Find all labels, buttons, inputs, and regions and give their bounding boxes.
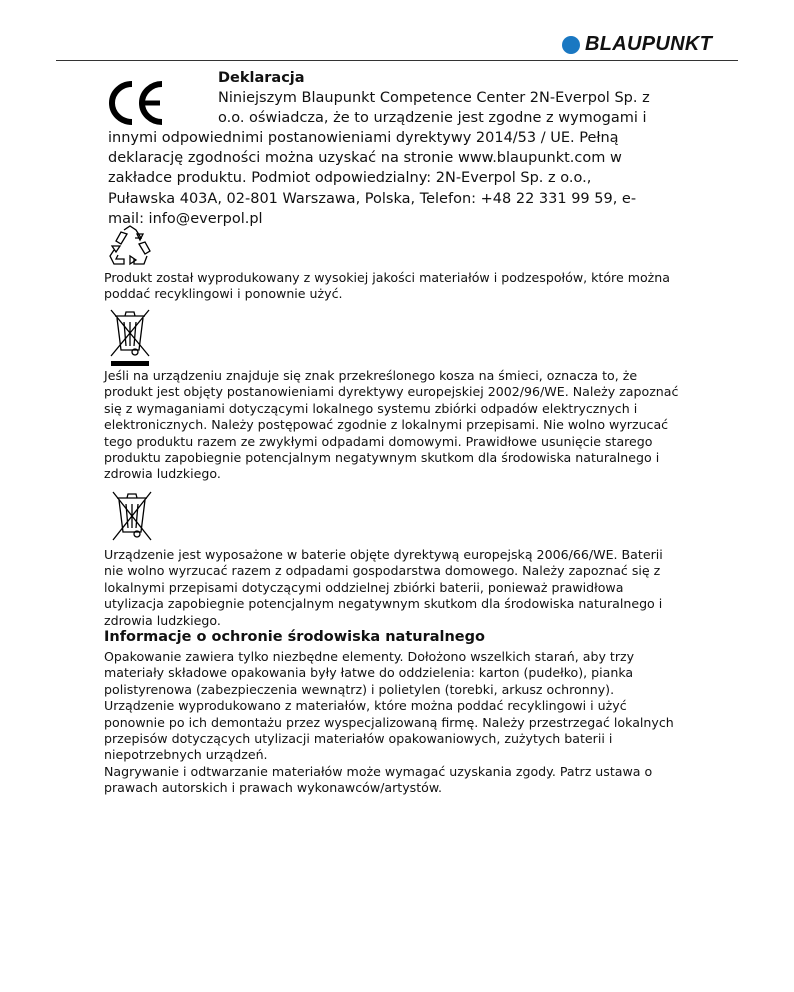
declaration-line-2: o.o. oświadcza, że to urządzenie jest zgodne z wymogami i <box>218 110 647 126</box>
logo-dot-icon <box>562 36 580 54</box>
crossed-battery-bin-icon <box>107 488 157 548</box>
recycle-icon <box>106 224 154 272</box>
declaration-body: innymi odpowiednimi postanowieniami dyrektywy 2014/53 / UE. Pełną deklarację zgodności można uzyskać na stronie www.blaupunkt.com w zakładce produktu. Podmiot odpowiedzialny: 2N-Everpol Sp. z o.o., Puławska 403A, 02-801 Warszawa, Polska, Telefon: +48 22 331 99 59, e-mail: info@everpol.pl <box>108 130 637 227</box>
brand-logo <box>562 33 712 56</box>
header-divider <box>56 60 738 61</box>
declaration-line-1: Niniejszym Blaupunkt Competence Center 2N-Everpol Sp. z <box>218 90 650 106</box>
ce-mark-icon <box>104 80 168 130</box>
brand-name: BLAUPUNKT <box>585 33 713 55</box>
recycling-text: Produkt został wyprodukowany z wysokiej jakości materiałów i podzespołów, które można poddać recyklingowi i ponownie użyć. <box>104 270 670 302</box>
environment-paragraph-2: Nagrywanie i odtwarzanie materiałów może wymagać uzyskania zgody. Patrz ustawa o prawach autorskich i prawach wykonawców/artystów. <box>104 763 653 796</box>
battery-text: Urządzenie jest wyposażone w baterie objęte dyrektywą europejską 2006/66/WE. Baterii nie wolno wyrzucać razem z odpadami gospodarstwa domowego. Należy zapoznać się z lokalnymi przepisami dotyczącymi oddzielnej zbiórki baterii, ponieważ prawidłowa utylizacja zapobiegnie potencjalnym negatywnym skutkom dla środowiska naturalnego i zdrowia ludzkiego. <box>104 547 663 628</box>
declaration-title: Deklaracja <box>218 70 305 86</box>
crossed-bin-icon <box>105 306 155 372</box>
weee-text: Jeśli na urządzeniu znajduje się znak przekreślonego kosza na śmieci, oznacza to, że produkt jest objęty postanowieniami dyrektywy europejskiej 2002/96/WE. Należy zapoznać się z wymaganiami dotyczącymi lokalnego systemu zbiórki odpadów elektrycznych i elektronicznych. Należy postępować zgodnie z lokalnymi przepisami. Nie wolno wyrzucać tego produktu razem ze zwykłymi odpadami domowymi. Prawidłowe usunięcie starego produktu zapobiegnie potencjalnym negatywnym skutkom dla środowiska naturalnego i zdrowia ludzkiego. <box>104 368 679 482</box>
environment-paragraph-1: Opakowanie zawiera tylko niezbędne elementy. Dołożono wszelkich starań, aby trzy materiały składowe opakowania były łatwe do oddzielenia: karton (pudełko), pianka polistyrenowa (zabezpieczenia wewnątrz) i polietylen (torebki, arkusz ochronny). Urządzenie wyprodukowano z materiałów, które można poddać recyklingowi i użyć ponownie po ich demontażu przez wyspecjalizowaną firmę. Należy przestrzegać lokalnych przepisów dotyczących utylizacji materiałów opakowaniowych, zużytych baterii i niepotrzebnych urządzeń. <box>104 649 674 763</box>
environment-title: Informacje o ochronie środowiska naturalnego <box>104 629 485 645</box>
environment-text <box>104 649 684 797</box>
